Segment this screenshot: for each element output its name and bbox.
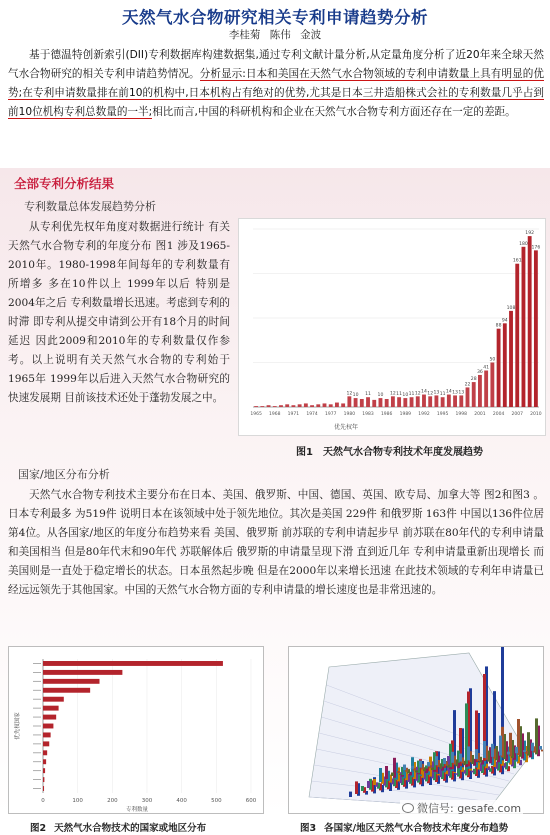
- fig1-data-label: 12: [427, 391, 434, 397]
- fig1-bar: [316, 404, 320, 407]
- fig1-tick-label: 1980: [343, 412, 356, 417]
- figure-1: [238, 218, 546, 436]
- fig3-bar: [417, 773, 420, 774]
- fig1-bar: [397, 397, 401, 407]
- fig3-bar: [399, 774, 402, 775]
- watermark: [400, 800, 523, 816]
- fig1-bar: [484, 371, 488, 407]
- figure-3: [288, 646, 544, 814]
- fig1-tick-label: 1971: [287, 412, 300, 417]
- fig3-bar: [367, 781, 370, 788]
- fig1-data-label: 13: [458, 390, 465, 396]
- figure-1-chart: [239, 219, 545, 435]
- fig3-bar: [453, 772, 456, 773]
- fig1-tick-label: 1989: [399, 412, 412, 417]
- fig1-bar: [478, 375, 482, 407]
- body-country: 天然气水合物专利技术主要分布在日本、美国、俄罗斯、中国、德国、英国、欧专局、加拿大等 图2和图3 。日本专利最多 为519件 说明日本在该领域中处于领先地位。其次是美国 229件 和俄罗斯 163件 中国以136件位居第4位。从各国家/地区的年度分布趋势来看 美国、俄罗斯 前苏联的专利申请起步早 前苏联在80年代的专利申请量和美国相当 但是80年代末和90年代 苏联解体后 俄罗斯的申请量呈现下滑 直到近几年 专利申请量重新出现增长 而美国则是一直处于稳定增长的状态。日本虽然起步晚 但是在2000年以来增长迅速 在此技术领域的专利年申请量已经远远领先于其他国家。中国的天然气水合物方面的专利申请量的增长速度也是非常迅速的。: [8, 489, 544, 596]
- fig1-data-label: 12: [346, 391, 353, 397]
- fig2-bar: [43, 706, 59, 711]
- fig2-bar: [43, 670, 122, 675]
- fig1-bar: [310, 405, 314, 407]
- fig1-data-label: 14: [421, 389, 427, 395]
- figure-3-chart: [289, 647, 543, 813]
- fig2-tick-label: 300: [141, 798, 153, 804]
- fig3-bar: [415, 770, 418, 772]
- fig3-bar: [499, 736, 502, 756]
- fig1-bar: [441, 397, 445, 407]
- fig2-bar: [43, 777, 44, 782]
- fig1-tick-label: 1998: [455, 412, 468, 417]
- fig3-bar: [403, 765, 406, 771]
- figure-2-number: 图2: [30, 823, 47, 834]
- fig1-tick-label: 2010: [530, 412, 542, 417]
- fig3-bar: [467, 746, 470, 760]
- fig2-bar: [43, 697, 64, 702]
- fig3-bar: [355, 781, 358, 794]
- figure-2: [8, 646, 264, 814]
- fig1-bar: [490, 363, 494, 408]
- fig3-bar: [391, 773, 394, 777]
- fig2-bar: [43, 786, 44, 791]
- fig3-bar: [451, 752, 454, 763]
- fig1-bar: [459, 395, 463, 407]
- fig1-data-label: 192: [525, 231, 535, 237]
- fig1-data-label: 88: [495, 323, 502, 329]
- fig1-data-label: 10: [352, 393, 359, 399]
- fig1-bar: [534, 250, 538, 407]
- fig1-data-label: 12: [414, 391, 421, 397]
- fig1-bar: [528, 236, 532, 407]
- fig1-data-label: 28: [470, 377, 477, 383]
- fig1-tick-label: 1983: [362, 412, 374, 417]
- fig1-tick-label: 1992: [418, 412, 430, 417]
- fig3-bar: [385, 766, 388, 779]
- fig1-bar: [279, 405, 283, 407]
- fig1-bar: [354, 398, 358, 407]
- figure-1-caption-text: 天然气水合物专利技术年度发展趋势: [322, 447, 483, 458]
- figure-2-caption: [30, 820, 206, 834]
- fig3-bar: [515, 747, 518, 753]
- figure-1-number: 图1: [296, 447, 313, 458]
- fig1-bar: [428, 396, 432, 407]
- fig1-tick-label: 1995: [436, 412, 449, 417]
- fig3-bar: [471, 771, 474, 773]
- fig2-bar: [43, 679, 100, 684]
- fig3-bar: [531, 743, 534, 751]
- fig1-data-label: 12: [389, 391, 396, 397]
- fig1-data-label: 11: [365, 392, 371, 398]
- fig1-bar: [360, 399, 364, 407]
- fig2-tick-label: 600: [245, 798, 257, 804]
- fig1-bar: [366, 397, 370, 407]
- fig2-y-label: 优先权国家: [15, 712, 21, 740]
- authors: 李桂菊 陈伟 金波: [228, 29, 322, 41]
- fig1-data-label: 161: [512, 258, 522, 264]
- fig1-data-label: 11: [396, 392, 403, 398]
- fig1-bar: [267, 405, 271, 407]
- fig1-data-label: 13: [433, 390, 440, 396]
- fig3-bar: [483, 741, 486, 758]
- fig1-bar: [304, 403, 308, 407]
- fig1-bar: [291, 405, 295, 407]
- fig1-bar: [472, 382, 476, 407]
- fig1-data-label: 50: [489, 357, 496, 363]
- fig3-bar: [539, 746, 542, 750]
- fig1-bar: [515, 264, 519, 407]
- fig1-tick-label: 1968: [269, 412, 281, 417]
- fig1-bar: [391, 396, 395, 407]
- fig1-bar: [285, 404, 289, 407]
- fig2-tick-label: 200: [107, 798, 118, 804]
- fig3-bar: [349, 792, 352, 797]
- fig3-bar: [469, 769, 472, 771]
- figure-3-caption-text: 各国家/地区天然气水合物技术年度分布趋势: [324, 823, 509, 834]
- fig1-bar: [522, 247, 526, 407]
- fig1-x-label: 优先权年: [333, 424, 359, 431]
- fig1-data-label: 180: [519, 241, 528, 247]
- fig1-bar: [335, 403, 339, 407]
- subheading-country: 国家/地区分布分析: [18, 468, 110, 481]
- fig1-bar: [410, 397, 414, 407]
- fig2-bar: [43, 741, 49, 746]
- fig1-bar: [447, 395, 451, 407]
- fig1-data-label: 36: [477, 369, 483, 375]
- fig1-data-label: 10: [402, 393, 409, 399]
- fig1-data-label: 22: [464, 382, 471, 388]
- fig3-bar: [419, 761, 422, 768]
- fig2-bar: [43, 688, 90, 693]
- figure-2-caption-text: 天然气水合物技术的国家或地区分布: [54, 823, 207, 834]
- figure-3-caption: [300, 820, 508, 834]
- fig1-bar: [329, 404, 333, 407]
- fig1-bar: [422, 395, 426, 407]
- fig3-bar: [397, 771, 400, 773]
- fig3-bar: [451, 769, 454, 771]
- fig3-bar: [435, 773, 438, 774]
- fig3-bar: [419, 775, 422, 777]
- fig1-bar: [503, 323, 507, 407]
- fig3-bar: [491, 744, 494, 757]
- fig2-bar: [43, 724, 53, 729]
- figure-1-caption: [296, 443, 483, 458]
- fig1-bar: [416, 396, 420, 407]
- figure-2-chart: [9, 647, 263, 813]
- fig3-bar: [443, 758, 446, 764]
- fig3-bar: [379, 768, 382, 782]
- subheading-trend: 专利数量总体发展趋势分析: [24, 200, 156, 213]
- fig1-tick-label: 2001: [474, 412, 486, 417]
- fig3-bar: [411, 766, 414, 769]
- fig2-bar: [43, 750, 47, 755]
- fig2-bar: [43, 759, 46, 764]
- fig2-tick-label: 0: [41, 798, 45, 804]
- article-title: 天然气水合物研究相关专利申请趋势分析: [122, 8, 428, 27]
- fig1-bar: [260, 406, 264, 407]
- fig3-bar: [507, 752, 510, 755]
- fig2-bar: [43, 661, 223, 666]
- fig1-bar: [385, 399, 389, 407]
- fig1-bar: [347, 396, 351, 407]
- fig3-bar: [361, 786, 364, 791]
- fig3-bar: [435, 756, 438, 765]
- watermark-text: 微信号: gesafe.com: [417, 802, 522, 815]
- fig3-bar: [373, 779, 376, 785]
- fig2-tick-label: 500: [211, 798, 222, 804]
- fig1-bar: [379, 398, 383, 407]
- fig3-bar: [437, 774, 440, 776]
- fig1-data-label: 41: [483, 365, 490, 371]
- fig1-tick-label: 1974: [306, 412, 318, 417]
- fig1-tick-label: 2004: [492, 412, 505, 417]
- fig1-tick-label: 2007: [511, 412, 523, 417]
- abstract: [8, 46, 544, 122]
- abstract-part3: 相比而言,中国的科研机构和企业在天然气水合物专利方面还存在一定的差距。: [152, 106, 516, 118]
- fig3-bar: [523, 750, 526, 752]
- fig1-bar: [466, 387, 470, 407]
- fig2-tick-label: 400: [176, 798, 187, 804]
- fig1-bar: [372, 400, 376, 407]
- fig1-data-label: 10: [377, 393, 384, 399]
- fig1-data-label: 13: [452, 390, 458, 396]
- fig1-bar: [434, 395, 438, 407]
- fig1-bar: [323, 403, 327, 407]
- fig3-bar: [455, 773, 458, 775]
- fig2-x-label: 专利数量: [125, 807, 149, 813]
- wechat-icon: [402, 803, 414, 813]
- fig1-data-label: 11: [408, 392, 415, 398]
- fig1-data-label: 108: [506, 305, 516, 311]
- fig1-bar: [403, 398, 407, 407]
- fig1-tick-label: 1965: [250, 412, 262, 417]
- fig1-data-label: 14: [445, 389, 452, 395]
- fig1-data-label: 94: [501, 318, 508, 324]
- fig1-bar: [453, 395, 457, 407]
- figure-3-number: 图3: [300, 823, 317, 834]
- fig3-bar: [401, 775, 404, 777]
- fig1-data-label: 11: [439, 392, 446, 398]
- body-trend: 从专利优先权年角度对数据进行统计 有关天然气水合物专利的年度分布 图1 涉及1965-2010年。1980-1998年间每年的专利数量有所增多 多在10件以上 1999年以后 特别是2004年之后 专利数量增长迅速。考虑到专利的时滞 即专利从提交申请到公开有18个月的时间延迟 因此2009和2010年的专利数量仅作参考。以上说明有关天然气水合物的专利始于1965年 1999年以后进入天然气水合物研究的快速发展期 目前该技术还处于蓬勃发展之中。: [8, 221, 230, 404]
- fig1-bar: [341, 403, 345, 407]
- fig2-bar: [43, 732, 51, 737]
- fig2-tick-label: 100: [72, 798, 83, 804]
- fig3-bar: [459, 754, 462, 762]
- section-heading: 全部专利分析结果: [14, 176, 115, 191]
- fig1-bar: [509, 311, 513, 407]
- fig2-bar: [43, 768, 45, 773]
- fig2-bar: [43, 715, 56, 720]
- fig1-bar: [254, 406, 258, 407]
- fig1-data-label: 176: [531, 245, 541, 251]
- fig3-bar: [433, 770, 436, 772]
- fig1-bar: [298, 404, 302, 407]
- fig3-bar: [427, 762, 430, 767]
- abstract-part1: 基于德温特创新索引(DII)专利数据库构建数据集,通过专利文献计量分析,从定量角度分析了近20年来全球天然气水合物研究的相关专利申请趋势情况。: [8, 49, 544, 80]
- abstract-highlight: 分析显示:日本和美国在天然气水合物领域的专利申请数量上具有明显的优势;在专利申请数量排在前10的机构中,日本机构占有绝对的优势,尤其是日本三井造船株式会社的专利数量几乎占到前10位机构专利总数量的一半;: [8, 68, 544, 118]
- fig1-bar: [497, 329, 501, 407]
- fig1-bar: [273, 406, 277, 407]
- fig1-tick-label: 1986: [380, 412, 393, 417]
- fig3-bar: [475, 749, 478, 759]
- fig3-bar: [541, 750, 543, 752]
- fig1-tick-label: 1977: [324, 412, 337, 417]
